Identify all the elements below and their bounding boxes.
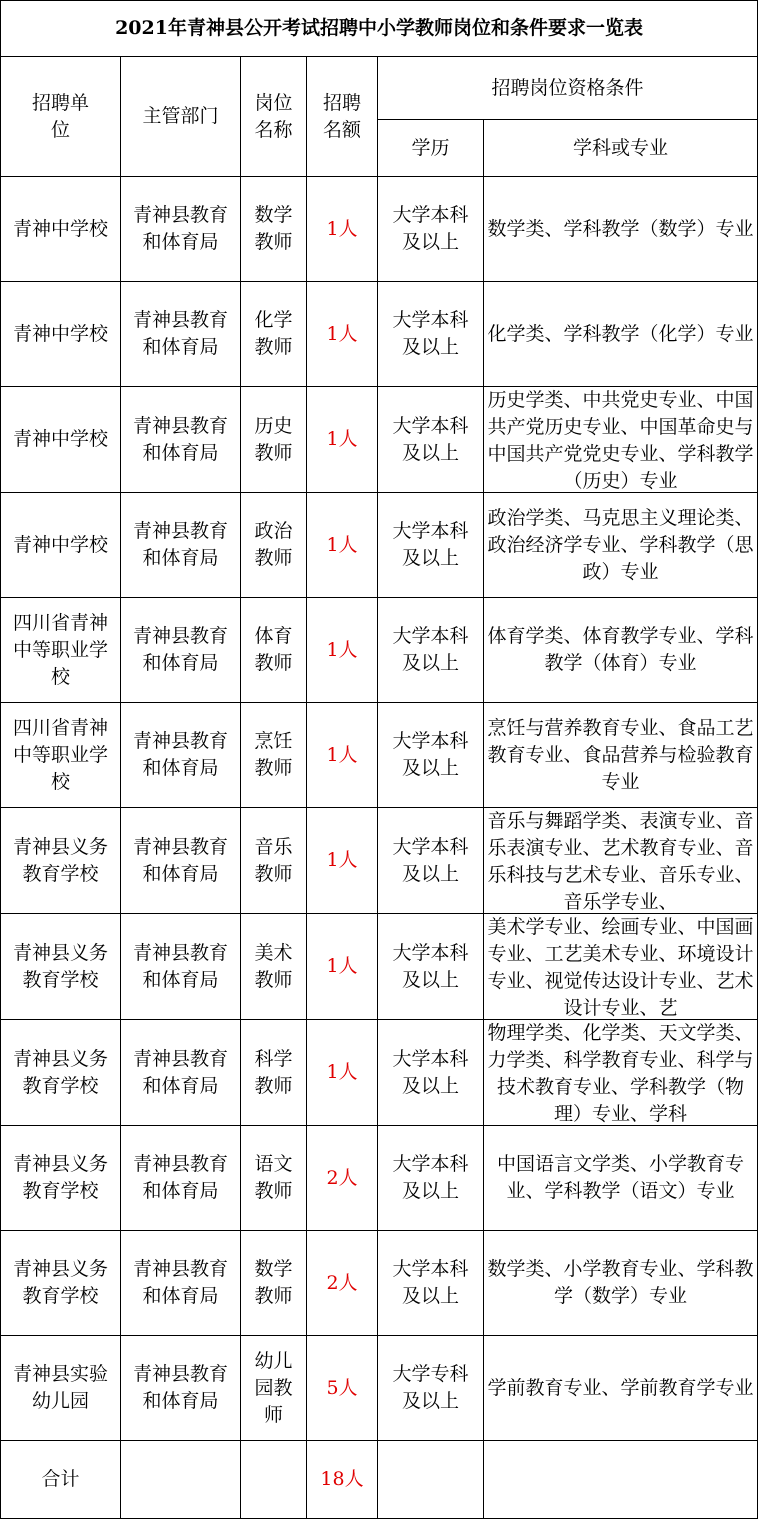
cell-position: 语文教师 bbox=[241, 1126, 307, 1231]
table-row bbox=[1, 1231, 758, 1336]
cell-department: 青神县教育和体育局 bbox=[121, 598, 241, 703]
cell-quota: 1人 bbox=[307, 493, 378, 598]
cell-major bbox=[484, 808, 758, 914]
cell-position: 政治教师 bbox=[241, 493, 307, 598]
cell-major bbox=[484, 598, 758, 703]
major-text: 数学类、小学教育专业、学科教学（数学）专业 bbox=[487, 1258, 754, 1307]
cell-education: 大学本科及以上 bbox=[378, 1126, 484, 1231]
cell-major bbox=[484, 914, 758, 1020]
major-text: 物理学类、化学类、天文学类、力学类、科学教育专业、科学与技术教育专业、学科教学（物理）专业、学科 bbox=[487, 1022, 754, 1125]
cell-department: 青神县教育和体育局 bbox=[121, 914, 241, 1020]
cell-position: 数学教师 bbox=[241, 177, 307, 282]
total-empty-cell bbox=[378, 1441, 484, 1519]
cell-unit: 青神县义务教育学校 bbox=[1, 1126, 121, 1231]
cell-major bbox=[484, 387, 758, 493]
cell-department: 青神县教育和体育局 bbox=[121, 177, 241, 282]
cell-major bbox=[484, 177, 758, 282]
table-row bbox=[1, 598, 758, 703]
cell-education: 大学本科及以上 bbox=[378, 1231, 484, 1336]
header-qualifications: 招聘岗位资格条件 bbox=[378, 57, 758, 120]
cell-unit: 青神中学校 bbox=[1, 177, 121, 282]
cell-education: 大学本科及以上 bbox=[378, 177, 484, 282]
cell-position: 幼儿园教师 bbox=[241, 1336, 307, 1441]
cell-quota: 1人 bbox=[307, 1020, 378, 1126]
cell-department: 青神县教育和体育局 bbox=[121, 282, 241, 387]
cell-department: 青神县教育和体育局 bbox=[121, 1020, 241, 1126]
total-label: 合计 bbox=[1, 1441, 121, 1519]
table-row bbox=[1, 493, 758, 598]
cell-quota: 1人 bbox=[307, 914, 378, 1020]
cell-position: 体育教师 bbox=[241, 598, 307, 703]
table-row bbox=[1, 703, 758, 808]
major-text: 数学类、学科教学（数学）专业 bbox=[487, 217, 754, 240]
major-text: 政治学类、马克思主义理论类、政治经济学专业、学科教学（思政）专业 bbox=[487, 506, 754, 583]
cell-education: 大学本科及以上 bbox=[378, 914, 484, 1020]
cell-quota: 2人 bbox=[307, 1126, 378, 1231]
table-title: 2021年青神县公开考试招聘中小学教师岗位和条件要求一览表 bbox=[1, 1, 758, 57]
cell-quota: 1人 bbox=[307, 808, 378, 914]
cell-department: 青神县教育和体育局 bbox=[121, 387, 241, 493]
cell-quota: 1人 bbox=[307, 598, 378, 703]
cell-unit: 青神县义务教育学校 bbox=[1, 1020, 121, 1126]
cell-unit: 青神中学校 bbox=[1, 493, 121, 598]
cell-unit: 青神中学校 bbox=[1, 387, 121, 493]
header-education: 学历 bbox=[378, 120, 484, 177]
cell-quota: 1人 bbox=[307, 282, 378, 387]
major-text: 烹饪与营养教育专业、食品工艺教育专业、食品营养与检验教育专业 bbox=[487, 716, 754, 793]
cell-major bbox=[484, 282, 758, 387]
cell-position: 烹饪教师 bbox=[241, 703, 307, 808]
table-row bbox=[1, 1126, 758, 1231]
cell-quota: 1人 bbox=[307, 387, 378, 493]
cell-major bbox=[484, 1126, 758, 1231]
table-row bbox=[1, 1336, 758, 1441]
header-unit: 招聘单位 bbox=[1, 57, 121, 177]
cell-education: 大学本科及以上 bbox=[378, 808, 484, 914]
total-empty-cell bbox=[241, 1441, 307, 1519]
cell-major bbox=[484, 703, 758, 808]
total-empty-cell bbox=[484, 1441, 758, 1519]
cell-education: 大学本科及以上 bbox=[378, 703, 484, 808]
table-row bbox=[1, 177, 758, 282]
total-quota: 18人 bbox=[307, 1441, 378, 1519]
cell-education: 大学本科及以上 bbox=[378, 493, 484, 598]
cell-unit: 青神县实验幼儿园 bbox=[1, 1336, 121, 1441]
cell-education: 大学本科及以上 bbox=[378, 387, 484, 493]
cell-education: 大学专科及以上 bbox=[378, 1336, 484, 1441]
total-empty-cell bbox=[121, 1441, 241, 1519]
cell-major bbox=[484, 1231, 758, 1336]
cell-unit: 青神县义务教育学校 bbox=[1, 808, 121, 914]
major-text: 中国语言文学类、小学教育专业、学科教学（语文）专业 bbox=[497, 1153, 745, 1202]
cell-quota: 1人 bbox=[307, 703, 378, 808]
major-text: 音乐与舞蹈学类、表演专业、音乐表演专业、艺术教育专业、音乐科技与艺术专业、音乐专业、音乐学专业、 bbox=[487, 810, 754, 913]
cell-quota: 1人 bbox=[307, 177, 378, 282]
cell-unit: 四川省青神中等职业学校 bbox=[1, 598, 121, 703]
cell-department: 青神县教育和体育局 bbox=[121, 493, 241, 598]
major-text: 体育学类、体育教学专业、学科教学（体育）专业 bbox=[487, 625, 754, 674]
cell-major bbox=[484, 493, 758, 598]
cell-position: 音乐教师 bbox=[241, 808, 307, 914]
cell-major bbox=[484, 1020, 758, 1126]
major-text: 美术学专业、绘画专业、中国画专业、工艺美术专业、环境设计专业、视觉传达设计专业、艺术设计专业、艺 bbox=[487, 916, 754, 1019]
cell-department: 青神县教育和体育局 bbox=[121, 1231, 241, 1336]
cell-position: 数学教师 bbox=[241, 1231, 307, 1336]
header-major: 学科或专业 bbox=[484, 120, 758, 177]
cell-position: 美术教师 bbox=[241, 914, 307, 1020]
major-text: 学前教育专业、学前教育学专业 bbox=[487, 1376, 754, 1399]
cell-unit: 青神县义务教育学校 bbox=[1, 914, 121, 1020]
cell-position: 历史教师 bbox=[241, 387, 307, 493]
cell-quota: 2人 bbox=[307, 1231, 378, 1336]
header-quota: 招聘名额 bbox=[307, 57, 378, 177]
table-row bbox=[1, 282, 758, 387]
cell-unit: 四川省青神中等职业学校 bbox=[1, 703, 121, 808]
cell-department: 青神县教育和体育局 bbox=[121, 703, 241, 808]
cell-education: 大学本科及以上 bbox=[378, 1020, 484, 1126]
cell-education: 大学本科及以上 bbox=[378, 282, 484, 387]
cell-unit: 青神中学校 bbox=[1, 282, 121, 387]
cell-department: 青神县教育和体育局 bbox=[121, 808, 241, 914]
header-department: 主管部门 bbox=[121, 57, 241, 177]
cell-education: 大学本科及以上 bbox=[378, 598, 484, 703]
cell-position: 科学教师 bbox=[241, 1020, 307, 1126]
table-row bbox=[1, 914, 758, 1020]
major-text: 历史学类、中共党史专业、中国共产党历史专业、中国革命史与中国共产党党史专业、学科教学（历史）专业 bbox=[487, 389, 754, 492]
table-row bbox=[1, 387, 758, 493]
table-row bbox=[1, 808, 758, 914]
cell-major bbox=[484, 1336, 758, 1441]
header-position: 岗位名称 bbox=[241, 57, 307, 177]
major-text: 化学类、学科教学（化学）专业 bbox=[487, 322, 754, 345]
cell-quota: 5人 bbox=[307, 1336, 378, 1441]
cell-position: 化学教师 bbox=[241, 282, 307, 387]
cell-unit: 青神县义务教育学校 bbox=[1, 1231, 121, 1336]
table-row bbox=[1, 1020, 758, 1126]
cell-department: 青神县教育和体育局 bbox=[121, 1336, 241, 1441]
cell-department: 青神县教育和体育局 bbox=[121, 1126, 241, 1231]
